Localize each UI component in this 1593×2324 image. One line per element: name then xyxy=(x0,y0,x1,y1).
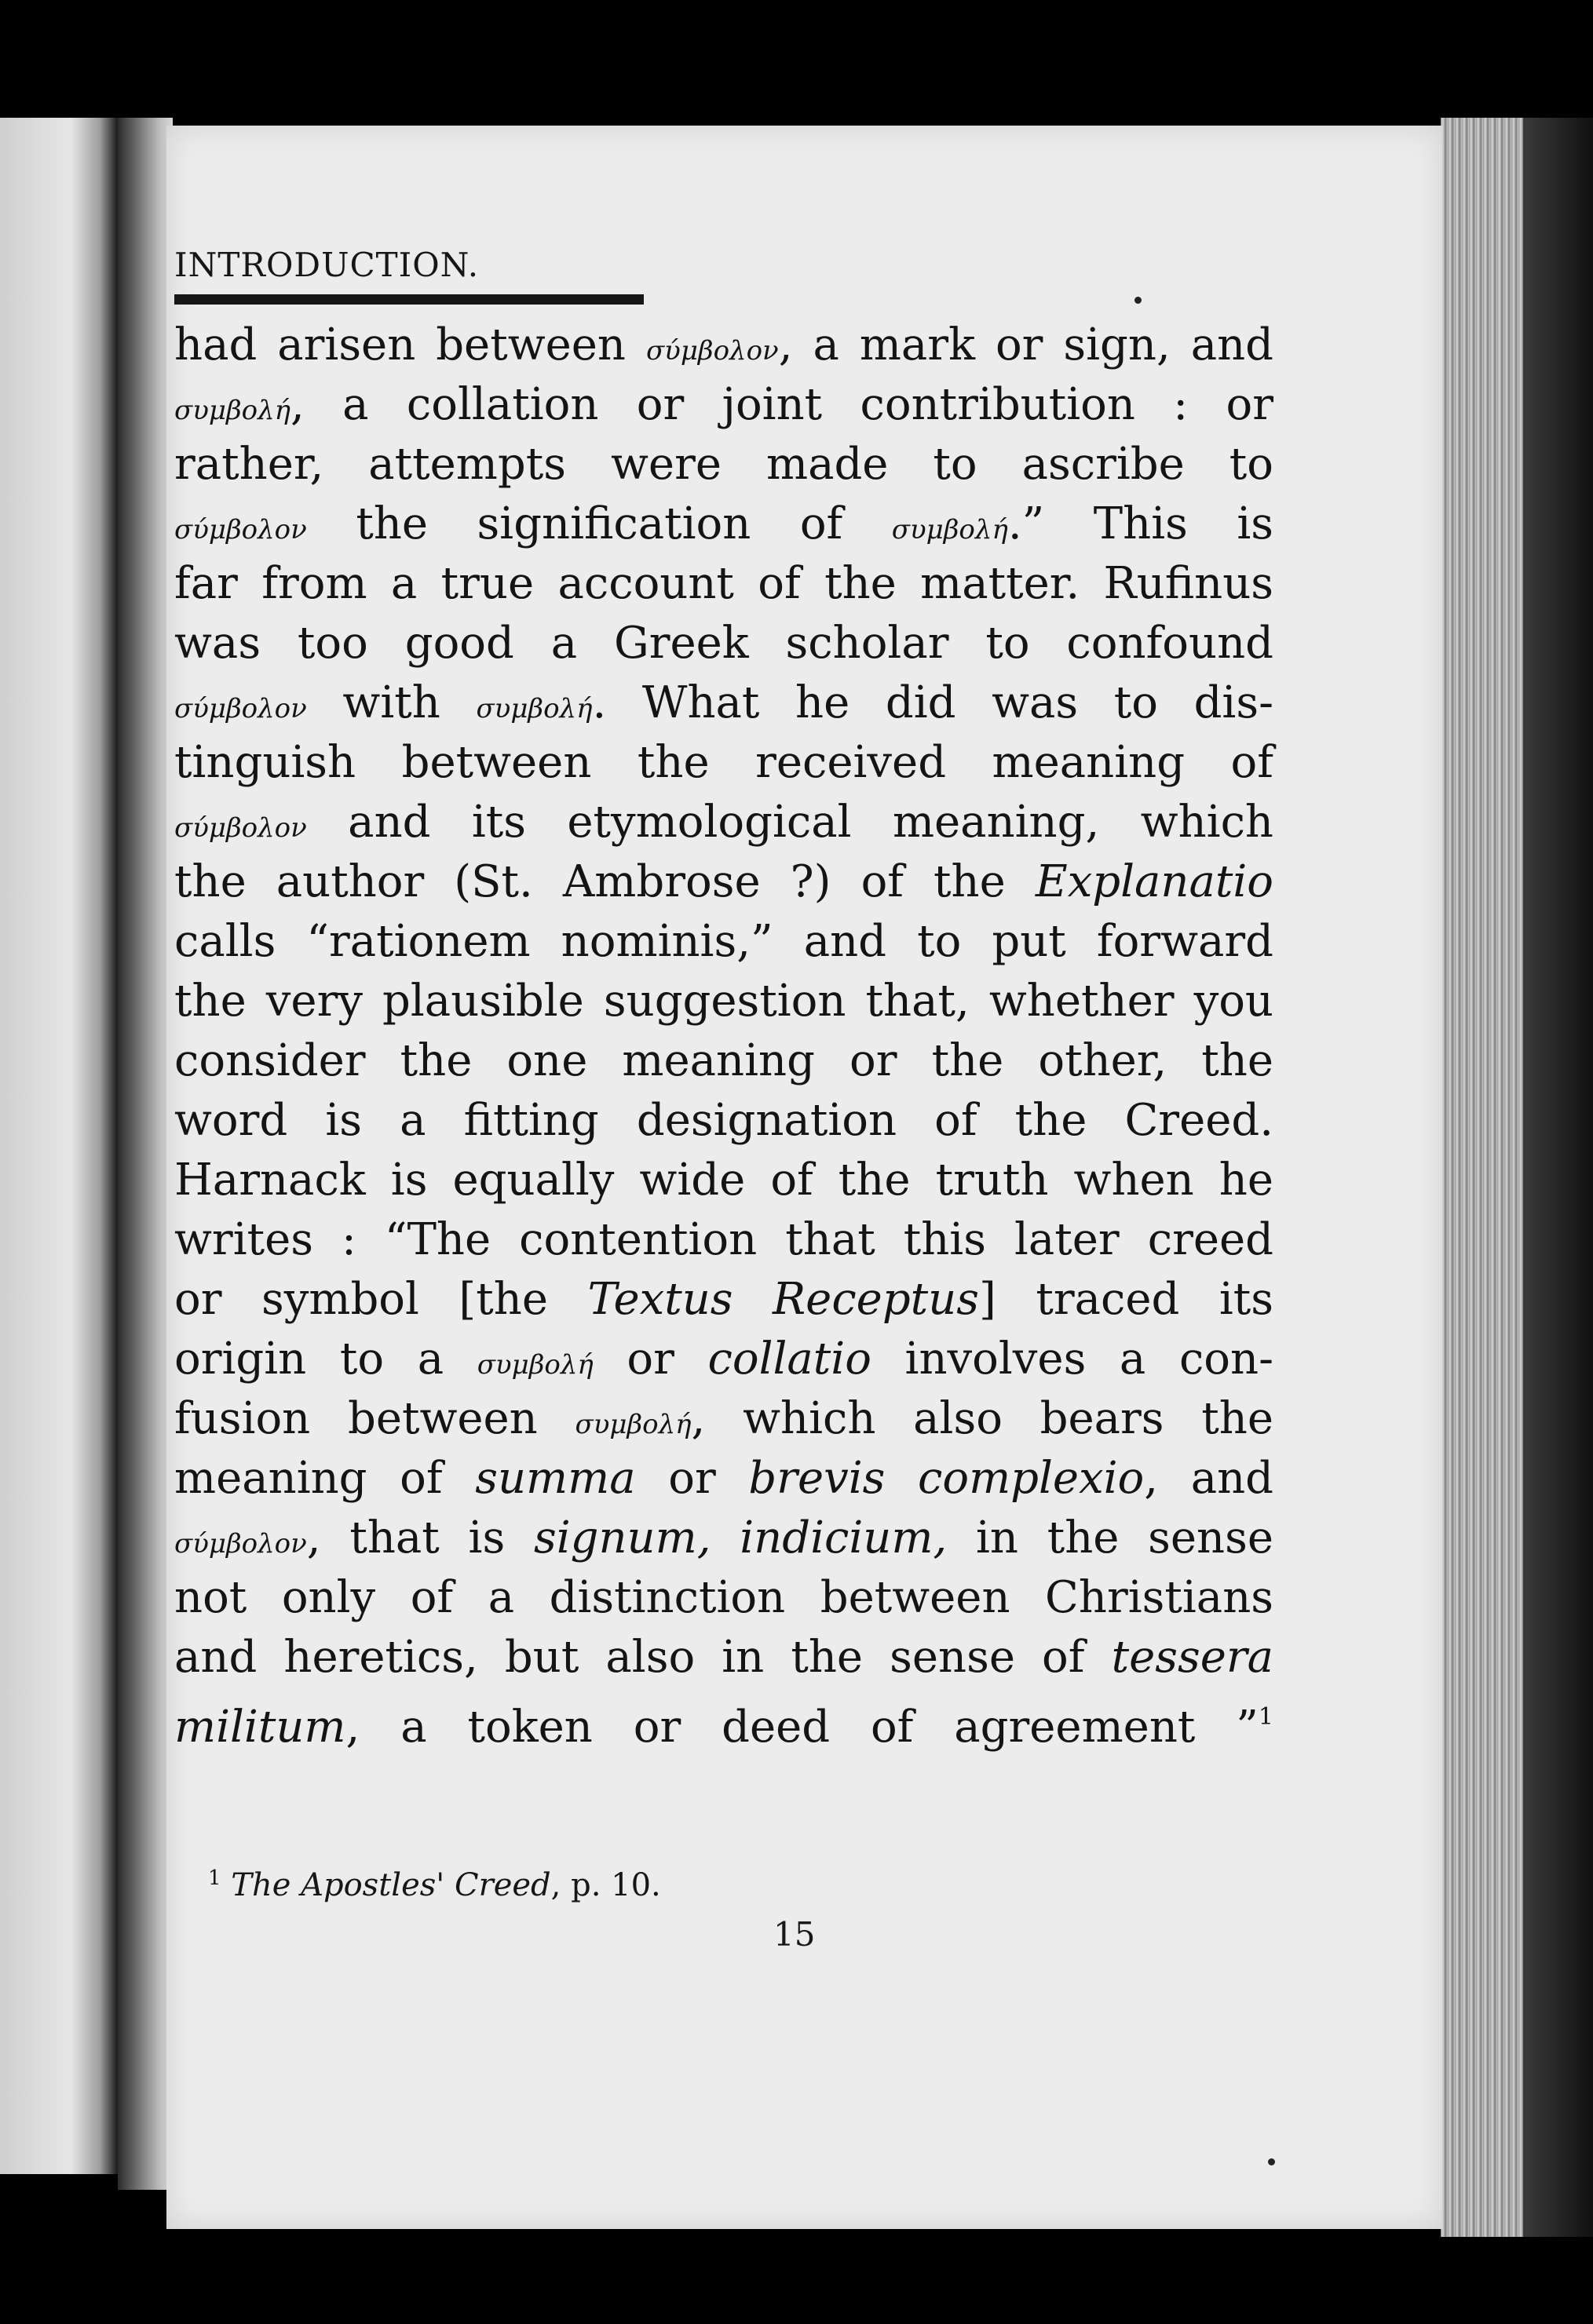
page-number: 15 xyxy=(773,1915,816,1954)
text-line: σύμβολον with συμβολή. What he did was to dis- xyxy=(174,677,1273,728)
text-line: the author (St. Ambrose ?) of the Explanatio xyxy=(174,856,1273,907)
footnote-page: , p. 10. xyxy=(550,1867,661,1903)
speck-mark xyxy=(1134,297,1142,304)
running-head: INTRODUCTION. xyxy=(174,246,480,284)
italic-word: collatio xyxy=(707,1333,871,1385)
text-line: militum, a token or deed of agreement ”$^1$ xyxy=(174,1702,1273,1753)
text-line: meaning of summa or brevis complexio, and xyxy=(174,1453,1273,1504)
greek-word: σύμβολον xyxy=(645,335,779,367)
text-line: and heretics, but also in the sense of tessera xyxy=(174,1632,1273,1683)
text-line: συμβολή, a collation or joint contribution : or xyxy=(174,379,1273,430)
greek-word: σύμβολον xyxy=(174,514,307,545)
italic-word: Textus Receptus xyxy=(587,1274,979,1325)
footnote-reference: 1 xyxy=(1258,1703,1273,1731)
italic-word: tessera xyxy=(1111,1632,1273,1683)
greek-word: συμβολή xyxy=(891,514,1008,545)
text-line: or symbol [the Textus Receptus] traced its xyxy=(174,1274,1273,1325)
greek-word: συμβολή xyxy=(477,1349,594,1381)
greek-word: σύμβολον xyxy=(174,1528,307,1560)
facing-page-edge xyxy=(0,118,118,2174)
running-head-rule xyxy=(174,294,644,305)
text-line: fusion between συμβολή, which also bears the xyxy=(174,1393,1273,1444)
greek-word: συμβολή xyxy=(575,1409,692,1440)
greek-word: συμβολή xyxy=(174,395,291,426)
italic-word: militum xyxy=(174,1702,346,1753)
text-line: the very plausible suggestion that, whether you xyxy=(174,976,1273,1027)
text-line: had arisen between σύμβολον, a mark or sign, and xyxy=(174,319,1273,370)
text-line: σύμβολον and its etymological meaning, which xyxy=(174,797,1273,848)
text-line: not only of a distinction between Christians xyxy=(174,1572,1273,1623)
italic-word: signum, indicium, xyxy=(533,1512,948,1563)
italic-word: summa xyxy=(475,1453,636,1504)
footnote-number: 1 xyxy=(208,1866,221,1890)
text-line: word is a fitting designation of the Creed. xyxy=(174,1095,1273,1146)
text-line: consider the one meaning or the other, the xyxy=(174,1035,1273,1086)
footnote-source: The Apostles' Creed xyxy=(231,1867,551,1903)
body-text xyxy=(174,316,1274,1753)
footnote xyxy=(208,1866,661,1903)
text-line: origin to a συμβολή or collatio involves a con- xyxy=(174,1333,1274,1385)
italic-word: brevis complexio xyxy=(748,1453,1145,1504)
speck-mark xyxy=(1268,2158,1275,2165)
greek-word: σύμβολον xyxy=(174,812,307,844)
text-line: was too good a Greek scholar to confound xyxy=(174,618,1273,669)
greek-word: συμβολή xyxy=(476,693,593,724)
text-line: Harnack is equally wide of the truth when he xyxy=(174,1155,1273,1206)
book-cover-edge xyxy=(1523,118,1593,2237)
text-line: σύμβολον, that is signum, indicium, in the sense xyxy=(174,1512,1274,1563)
text-line: calls “rationem nominis,” and to put forward xyxy=(174,916,1273,967)
book-gutter xyxy=(118,118,173,2190)
text-line: far from a true account of the matter. Rufinus xyxy=(174,558,1273,609)
text-line: tinguish between the received meaning of xyxy=(174,737,1273,788)
greek-word: σύμβολον xyxy=(174,693,307,724)
page-fore-edge xyxy=(1441,118,1523,2237)
text-line: writes : “The contention that this later creed xyxy=(174,1214,1273,1265)
text-line: rather, attempts were made to ascribe to xyxy=(174,439,1273,490)
text-line: σύμβολον the signification of συμβολή.” This is xyxy=(174,498,1274,549)
italic-word: Explanatio xyxy=(1035,856,1273,907)
